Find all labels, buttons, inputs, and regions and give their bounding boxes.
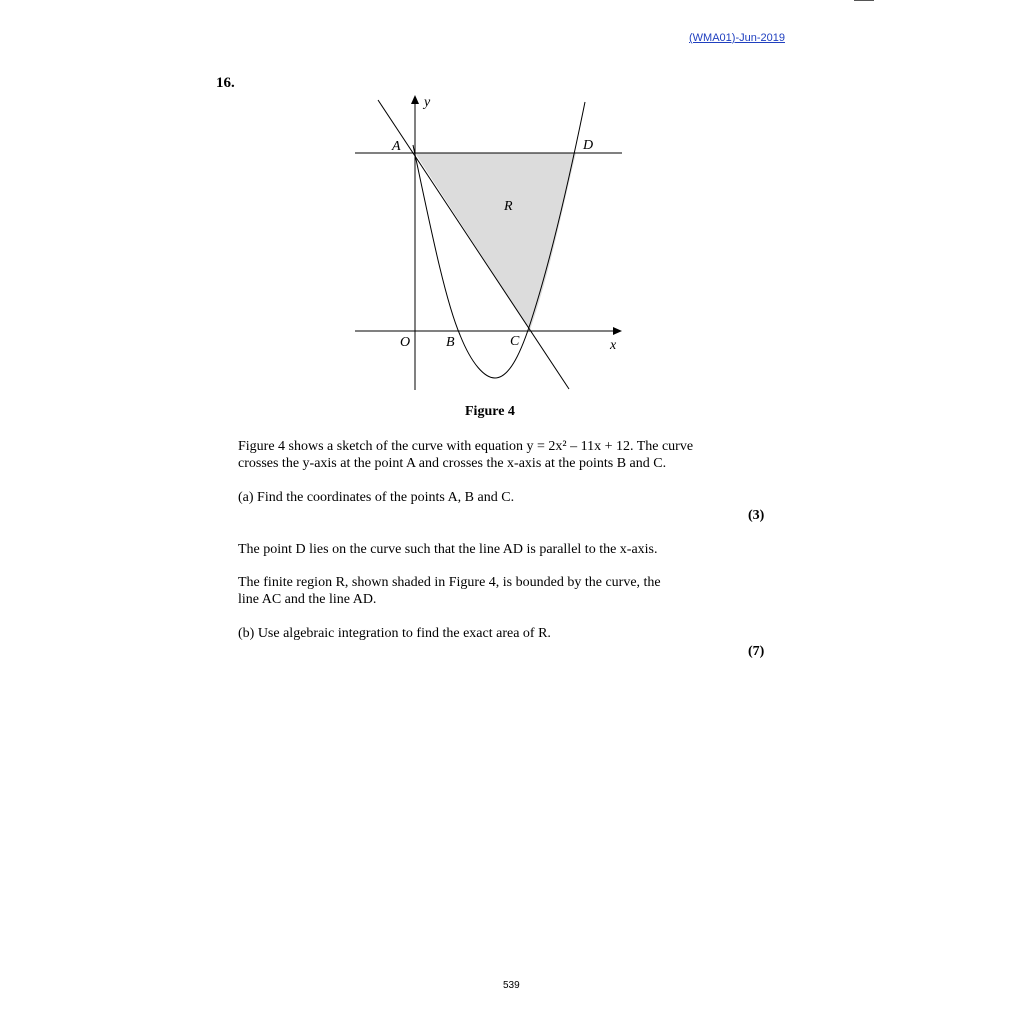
figure-caption: Figure 4 xyxy=(465,404,515,419)
x-axis-arrow xyxy=(613,327,622,335)
part-b-question: (b) Use algebraic integration to find the exact area of R. xyxy=(238,626,551,641)
label-point-b: B xyxy=(446,335,455,350)
label-x-axis: x xyxy=(610,338,617,353)
region-r-shading xyxy=(415,153,576,330)
label-origin: O xyxy=(400,335,411,350)
part-a-question: (a) Find the coordinates of the points A, B and C. xyxy=(238,490,515,505)
region-line-2: line AC and the line AD. xyxy=(238,592,377,607)
label-point-a: A xyxy=(392,139,401,154)
intro-line-1: Figure 4 shows a sketch of the curve with equation y = 2x² – 11x + 12. The curve xyxy=(238,439,694,454)
region-line-1: The finite region R, shown shaded in Figure 4, is bounded by the curve, the xyxy=(238,575,661,590)
label-region-r: R xyxy=(504,199,513,214)
figure-4-graph xyxy=(340,88,640,398)
label-y-axis: y xyxy=(424,95,431,110)
top-rule xyxy=(854,0,874,1)
y-axis-arrow xyxy=(411,95,419,104)
intro-line-2: crosses the y-axis at the point A and crosses the x-axis at the points B and C. xyxy=(238,456,667,471)
label-point-d: D xyxy=(583,138,594,153)
question-number: 16. xyxy=(216,75,235,91)
point-d-statement: The point D lies on the curve such that the line AD is parallel to the x-axis. xyxy=(238,542,658,557)
part-a-marks: (3) xyxy=(748,508,765,523)
paper-reference: (WMA01)-Jun-2019 xyxy=(689,32,785,44)
label-point-c: C xyxy=(510,334,520,349)
part-b-marks: (7) xyxy=(748,644,765,659)
page-number: 539 xyxy=(503,980,520,991)
